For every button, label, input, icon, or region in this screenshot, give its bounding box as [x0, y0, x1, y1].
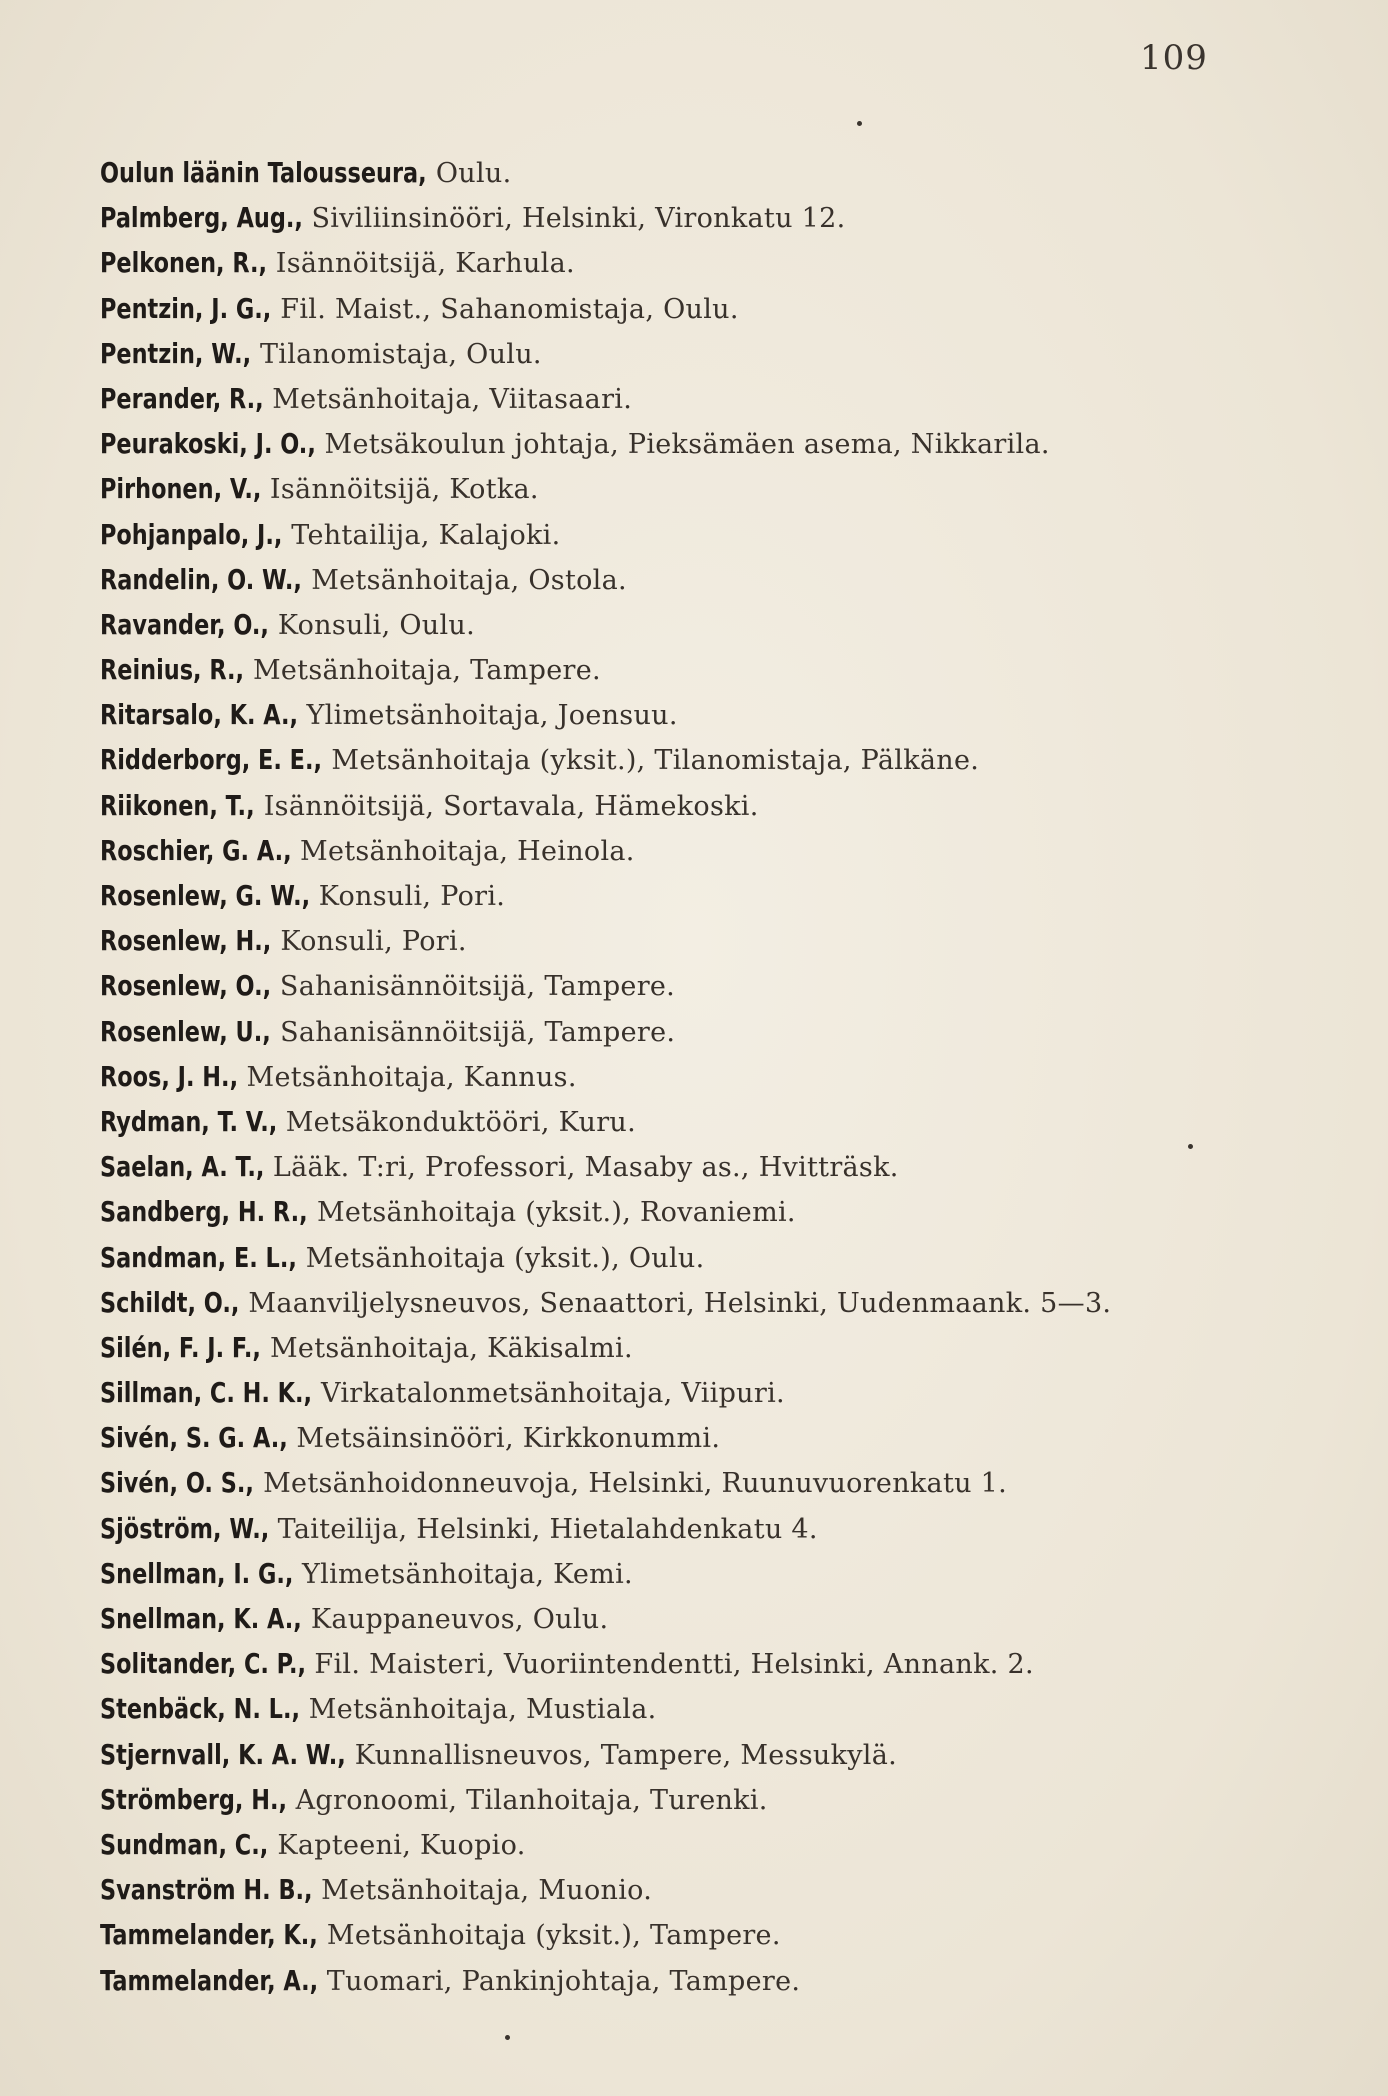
list-item [100, 602, 1340, 647]
list-item [100, 1460, 1340, 1505]
entry-name: Rosenlew, O., [100, 969, 272, 1003]
entry-name: Riikonen, T., [100, 788, 255, 822]
list-item [100, 1054, 1340, 1099]
entry-description: Sahanisännöitsijä, Tampere. [271, 1016, 676, 1048]
entry-name: Ritarsalo, K. A., [100, 698, 299, 732]
list-item [100, 421, 1340, 466]
list-item [100, 195, 1340, 240]
list-item [100, 1370, 1340, 1415]
entry-name: Saelan, A. T., [100, 1150, 265, 1184]
entry-description: Kauppaneuvos, Oulu. [302, 1604, 609, 1635]
entry-name: Ravander, O., [100, 607, 269, 641]
entry-description: Metsänhoitaja, Kannus. [237, 1061, 577, 1093]
entry-description: Taiteilija, Helsinki, Hietalahdenkatu 4. [268, 1513, 818, 1545]
entry-name: Tammelander, K., [100, 1918, 318, 1952]
entry-description: Agronoomi, Tilanhoitaja, Turenki. [286, 1784, 768, 1816]
print-speck [505, 2035, 510, 2040]
entry-name: Solitander, C. P., [100, 1647, 307, 1681]
entry-name: Pohjanpalo, J., [100, 517, 283, 551]
entry-name: Sivén, S. G. A., [100, 1421, 288, 1455]
entry-name: Sandberg, H. R., [100, 1195, 308, 1229]
entry-description: Metsänhoitaja, Viitasaari. [263, 383, 633, 415]
list-item [100, 1958, 1340, 2003]
entry-name: Peurakoski, J. O., [100, 427, 316, 461]
list-item [100, 1641, 1340, 1686]
entry-description: Sahanisännöitsijä, Tampere. [271, 971, 676, 1003]
list-item [100, 1144, 1340, 1189]
list-item [100, 557, 1340, 602]
print-speck [857, 121, 862, 126]
entry-name: Palmberg, Aug., [100, 201, 303, 235]
entry-description: Ylimetsänhoitaja, Joensuu. [297, 700, 678, 732]
list-item [100, 1280, 1340, 1325]
list-item [100, 376, 1340, 421]
member-list [100, 150, 1340, 2003]
list-item [100, 963, 1340, 1008]
list-item [100, 512, 1340, 557]
entry-name: Roschier, G. A., [100, 833, 292, 867]
list-item [100, 1686, 1340, 1731]
list-item [100, 1777, 1340, 1822]
entry-name: Svanström H. B., [100, 1873, 313, 1907]
list-item [100, 918, 1340, 963]
entry-description: Metsäkonduktööri, Kuru. [276, 1106, 636, 1138]
list-item [100, 873, 1340, 918]
entry-description: Metsänhoitaja (yksit.), Tilanomistaja, Pälkäne. [322, 745, 980, 777]
list-item [100, 1822, 1340, 1867]
entry-description: Fil. Maisteri, Vuoriintendentti, Helsinki, Annank. 2. [305, 1649, 1034, 1681]
list-item [100, 737, 1340, 782]
list-item [100, 1867, 1340, 1912]
entry-name: Silén, F. J. F., [100, 1330, 261, 1364]
entry-description: Metsänhoitaja (yksit.), Tampere. [318, 1920, 781, 1952]
entry-description: Tehtailija, Kalajoki. [282, 519, 561, 551]
entry-name: Snellman, K. A., [100, 1602, 302, 1635]
list-item [100, 1325, 1340, 1370]
entry-description: Metsäinsinööri, Kirkkonummi. [287, 1423, 721, 1455]
entry-name: Snellman, I. G., [100, 1556, 294, 1590]
entry-description: Fil. Maist., Sahanomistaja, Oulu. [271, 293, 739, 325]
list-item [100, 466, 1340, 511]
list-item [100, 1506, 1340, 1551]
entry-name: Roos, J. H., [100, 1059, 239, 1093]
list-item [100, 1912, 1340, 1957]
entry-name: Sjöström, W., [100, 1511, 270, 1545]
list-item [100, 1732, 1340, 1777]
entry-name: Stjernvall, K. A. W., [100, 1737, 346, 1771]
entry-description: Metsänhoitaja (yksit.), Oulu. [296, 1242, 705, 1274]
list-item [100, 828, 1340, 873]
entry-name: Ridderborg, E. E., [100, 743, 322, 777]
entry-name: Pelkonen, R., [100, 246, 268, 280]
entry-description: Konsuli, Pori. [271, 926, 467, 958]
entry-name: Pentzin, J. G., [100, 291, 272, 325]
entry-description: Isännöitsijä, Kotka. [261, 474, 539, 506]
entry-name: Sillman, C. H. K., [100, 1376, 313, 1410]
entry-name: Tammelander, A., [100, 1963, 319, 1997]
entry-name: Sandman, E. L., [100, 1240, 297, 1274]
entry-description: Isännöitsijä, Karhula. [266, 248, 575, 280]
entry-description: Isännöitsijä, Sortavala, Hämekoski. [254, 790, 759, 822]
entry-name: Pentzin, W., [100, 336, 252, 370]
print-speck [1188, 1144, 1193, 1149]
entry-name: Sivén, O. S., [100, 1466, 254, 1500]
entry-description: Metsänhoitaja, Muonio. [312, 1875, 653, 1907]
list-item [100, 1099, 1340, 1144]
entry-description: Metsänhoitaja (yksit.), Rovaniemi. [308, 1197, 796, 1229]
page-number: 109 [1140, 38, 1208, 78]
entry-description: Metsänhoitaja, Mustiala. [299, 1694, 657, 1726]
list-item [100, 286, 1340, 331]
entry-name: Strömberg, H., [100, 1782, 287, 1816]
entry-name: Sundman, C., [100, 1827, 269, 1861]
list-item [100, 1235, 1340, 1280]
entry-description: Tilanomistaja, Oulu. [251, 338, 542, 370]
entry-name: Perander, R., [100, 381, 264, 415]
entry-name: Randelin, O. W., [100, 562, 302, 596]
entry-description: Tuomari, Pankinjohtaja, Tampere. [317, 1965, 801, 1997]
entry-description: Maanviljelysneuvos, Senaattori, Helsinki, Uudenmaank. 5—3. [239, 1287, 1112, 1319]
entry-description: Metsänhoidonneuvoja, Helsinki, Ruunuvuorenkatu 1. [254, 1468, 1008, 1500]
entry-name: Pirhonen, V., [100, 472, 262, 506]
list-item [100, 331, 1340, 376]
list-item [100, 647, 1340, 692]
entry-description: Metsänhoitaja, Käkisalmi. [261, 1332, 633, 1364]
list-item [100, 1009, 1340, 1054]
entry-name: Rosenlew, G. W., [100, 879, 311, 912]
entry-name: Rosenlew, U., [100, 1014, 271, 1048]
entry-name: Rydman, T. V., [100, 1104, 278, 1138]
entry-description: Konsuli, Pori. [309, 881, 506, 912]
list-item [100, 240, 1340, 285]
entry-description: Metsänhoitaja, Ostola. [302, 564, 627, 596]
list-item [100, 1551, 1340, 1596]
entry-description: Kapteeni, Kuopio. [268, 1829, 526, 1861]
list-item [100, 1415, 1340, 1460]
entry-name: Rosenlew, H., [100, 924, 272, 958]
entry-description: Metsänhoitaja, Heinola. [291, 835, 635, 867]
entry-description: Lääk. T:ri, Professori, Masaby as., Hvitträsk. [264, 1152, 899, 1184]
entry-name: Reinius, R., [100, 653, 245, 687]
entry-description: Metsäkoulun johtaja, Pieksämäen asema, Nikkarila. [315, 429, 1050, 461]
entry-name: Stenbäck, N. L., [100, 1692, 300, 1726]
entry-description: Kunnallisneuvos, Tampere, Messukylä. [345, 1739, 898, 1771]
entry-description: Siviliinsinööri, Helsinki, Vironkatu 12. [302, 203, 846, 235]
entry-description: Virkatalonmetsänhoitaja, Viipuri. [312, 1378, 785, 1410]
list-item [100, 692, 1340, 737]
list-item [100, 1596, 1340, 1641]
entry-name: Oulun läänin Talousseura, [100, 156, 427, 189]
entry-description: Konsuli, Oulu. [269, 609, 475, 641]
list-item [100, 150, 1340, 195]
entry-description: Ylimetsänhoitaja, Kemi. [293, 1558, 633, 1590]
entry-description: Oulu. [426, 158, 512, 189]
list-item [100, 783, 1340, 828]
entry-description: Metsänhoitaja, Tampere. [244, 655, 601, 687]
list-item [100, 1189, 1340, 1234]
entry-name: Schildt, O., [100, 1285, 240, 1319]
